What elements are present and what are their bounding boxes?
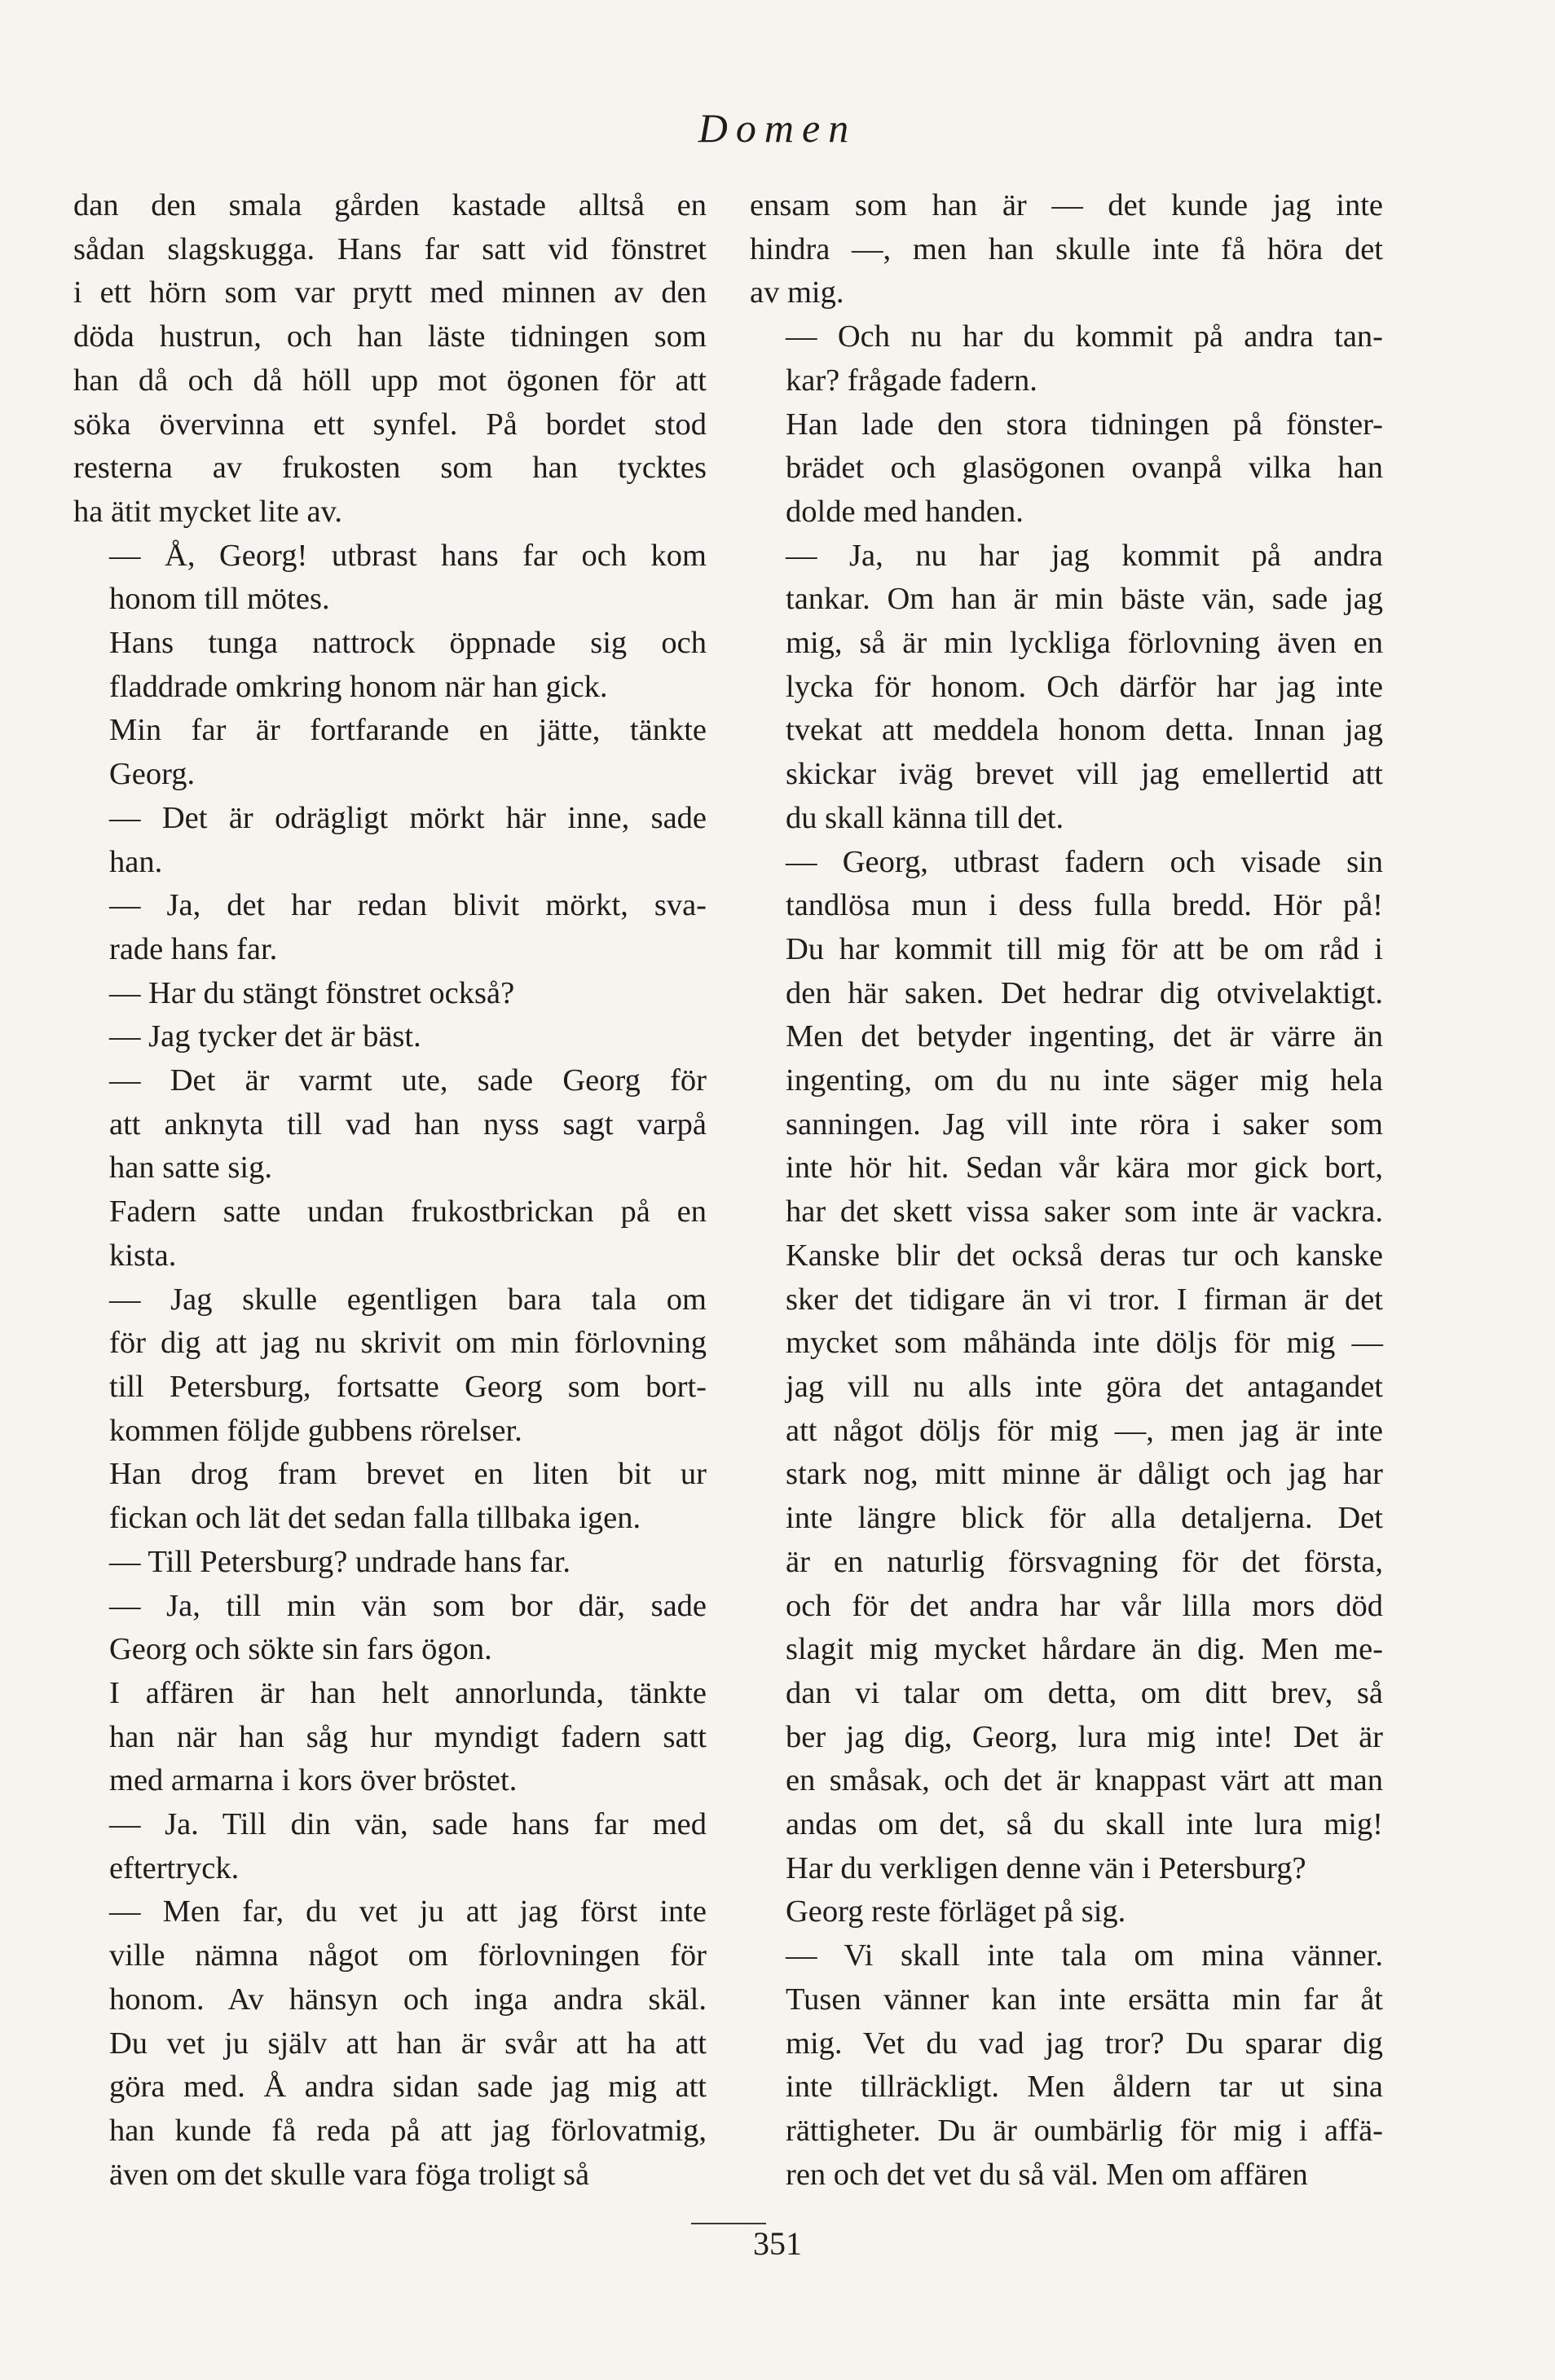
text-line: en småsak, och det är knappast värt att man — [786, 1763, 1383, 1798]
text-line: Han drog fram brevet en liten bit ur — [109, 1457, 707, 1492]
left-column — [73, 184, 707, 2197]
paragraph — [73, 535, 707, 622]
text-line: mycket som måhända inte döljs för mig — — [786, 1326, 1383, 1361]
paragraph — [73, 1278, 707, 1454]
paragraph — [73, 184, 707, 535]
text-line: — Ja, det har redan blivit mörkt, sva- — [109, 888, 707, 923]
paragraph — [750, 841, 1383, 1891]
text-line: med armarna i kors över bröstet. — [109, 1763, 518, 1798]
text-line: Fadern satte undan frukostbrickan på en — [109, 1194, 707, 1230]
text-line: — Det är odrägligt mörkt här inne, sade — [109, 800, 707, 835]
text-line: göra med. Å andra sidan sade jag mig att — [109, 2070, 707, 2105]
paragraph — [750, 1934, 1383, 2197]
paragraph — [73, 972, 707, 1016]
text-line: Du vet ju själv att han är svår att ha att — [109, 2026, 707, 2061]
text-line: även om det skulle vara föga troligt så — [109, 2157, 590, 2192]
text-line: Har du verkligen denne vän i Petersburg? — [786, 1850, 1306, 1885]
paragraph — [73, 1541, 707, 1585]
text-line: av mig. — [750, 275, 844, 310]
text-line: — Georg, utbrast fadern och visade sin — [786, 844, 1383, 879]
paragraph — [750, 535, 1383, 841]
text-line: dolde med handen. — [786, 494, 1024, 529]
text-line: — Ja. Till din vän, sade hans far med — [109, 1807, 707, 1842]
text-line: — Jag skulle egentligen bara tala om — [109, 1282, 707, 1317]
text-line: andas om det, så du skall inte lura mig! — [786, 1807, 1383, 1842]
text-line: tvekat att meddela honom detta. Innan jag — [786, 713, 1383, 748]
paragraph — [73, 1803, 707, 1890]
text-line: sanningen. Jag vill inte röra i saker som — [786, 1106, 1383, 1142]
text-line: Men det betyder ingenting, det är värre än — [786, 1019, 1383, 1054]
page-number: 351 — [753, 2225, 802, 2262]
text-line: Georg reste förläget på sig. — [786, 1894, 1126, 1929]
text-line: tankar. Om han är min bäste vän, sade jag — [786, 582, 1383, 617]
paragraph — [73, 1015, 707, 1059]
text-line: rade hans far. — [109, 931, 278, 966]
paragraph — [750, 403, 1383, 535]
text-line: den här saken. Det hedrar dig otvivelaktigt. — [786, 975, 1383, 1010]
text-line: han satte sig. — [109, 1150, 272, 1186]
text-line: resterna av frukosten som han tycktes — [73, 451, 707, 486]
text-line: I affären är han helt annorlunda, tänkte — [109, 1675, 707, 1710]
text-line: inte tillräckligt. Men åldern tar ut sina — [786, 2070, 1383, 2105]
text-line: ren och det vet du så väl. Men om affären — [786, 2157, 1308, 2192]
text-line: kar? frågade fadern. — [786, 363, 1037, 398]
paragraph — [73, 1190, 707, 1278]
text-line: — Men far, du vet ju att jag först inte — [109, 1894, 707, 1929]
text-line: ville nämna något om förlovningen för — [109, 1938, 707, 1973]
text-line: Hans tunga nattrock öppnade sig och — [109, 626, 707, 661]
text-line: har det skett vissa saker som inte är vackra. — [786, 1194, 1383, 1230]
text-line: lycka för honom. Och därför har jag inte — [786, 669, 1383, 704]
text-line: Min far är fortfarande en jätte, tänkte — [109, 713, 707, 748]
text-line: jag vill nu alls inte göra det antagandet — [786, 1369, 1383, 1404]
text-line: Kanske blir det också deras tur och kanske — [786, 1238, 1383, 1273]
text-line: han kunde få reda på att jag förlovatmig, — [109, 2113, 707, 2148]
paragraph — [750, 1890, 1383, 1934]
text-line: — Har du stängt fönstret också? — [109, 975, 515, 1010]
paragraph — [73, 622, 707, 709]
text-line: hindra —, men han skulle inte få höra det — [750, 231, 1383, 266]
text-line: att anknyta till vad han nyss sagt varpå — [109, 1106, 707, 1142]
text-line: kista. — [109, 1238, 177, 1273]
text-line: dan vi talar om detta, om ditt brev, så — [786, 1675, 1383, 1710]
text-line: inte hör hit. Sedan vår kära mor gick bort, — [786, 1150, 1383, 1186]
text-line: ingenting, om du nu inte säger mig hela — [786, 1063, 1383, 1098]
paragraph — [73, 1672, 707, 1803]
text-line: — Jag tycker det är bäst. — [109, 1019, 421, 1054]
paragraph — [750, 315, 1383, 403]
text-line: att något döljs för mig —, men jag är inte — [786, 1413, 1383, 1448]
text-line: honom till mötes. — [109, 582, 330, 617]
paragraph — [73, 1453, 707, 1540]
text-line: ha ätit mycket lite av. — [73, 494, 342, 529]
text-line: mig. Vet du vad jag tror? Du sparar dig — [786, 2026, 1383, 2061]
text-line: är en naturlig försvagning för det första, — [786, 1544, 1383, 1579]
text-line: och för det andra har vår lilla mors död — [786, 1588, 1383, 1623]
text-line: han. — [109, 844, 163, 879]
page-header: Domen — [698, 105, 857, 151]
text-line: i ett hörn som var prytt med minnen av den — [73, 275, 707, 310]
text-line: Tusen vänner kan inte ersätta min far åt — [786, 1982, 1383, 2017]
text-line: honom. Av hänsyn och inga andra skäl. — [109, 1982, 707, 2017]
text-line: — Till Petersburg? undrade hans far. — [109, 1544, 571, 1579]
text-line: han då och då höll upp mot ögonen för att — [73, 363, 707, 398]
paragraph — [750, 184, 1383, 315]
text-line: — Och nu har du kommit på andra tan- — [786, 319, 1383, 354]
text-line: — Ja, nu har jag kommit på andra — [786, 538, 1383, 573]
text-line: söka övervinna ett synfel. På bordet stod — [73, 407, 707, 442]
paragraph — [73, 1585, 707, 1672]
paragraph — [73, 1890, 707, 2197]
paragraph — [73, 884, 707, 971]
paragraph — [73, 1059, 707, 1190]
paragraph — [73, 797, 707, 884]
text-line: ensam som han är — det kunde jag inte — [750, 188, 1383, 222]
text-line: dan den smala gården kastade alltså en — [73, 188, 707, 222]
text-line: du skall känna till det. — [786, 800, 1064, 835]
text-line: slagit mig mycket hårdare än dig. Men me- — [786, 1632, 1383, 1667]
text-line: han när han såg hur myndigt fadern satt — [109, 1719, 707, 1754]
text-line: för dig att jag nu skrivit om min förlovning — [109, 1326, 707, 1361]
text-line: stark nog, mitt minne är dåligt och jag har — [786, 1457, 1383, 1492]
text-line: sådan slagskugga. Hans far satt vid fönstret — [73, 231, 707, 266]
text-line: fladdrade omkring honom när han gick. — [109, 669, 608, 704]
text-line: döda hustrun, och han läste tidningen som — [73, 319, 707, 354]
text-line: — Ja, till min vän som bor där, sade — [109, 1588, 707, 1623]
paragraph — [73, 709, 707, 796]
text-line: Georg och sökte sin fars ögon. — [109, 1632, 492, 1667]
text-line: — Vi skall inte tala om mina vänner. — [786, 1938, 1383, 1973]
text-line: till Petersburg, fortsatte Georg som bort- — [109, 1369, 707, 1404]
text-line: rättigheter. Du är oumbärlig för mig i affä- — [786, 2113, 1383, 2148]
text-line: — Det är varmt ute, sade Georg för — [109, 1063, 707, 1098]
text-line: inte längre blick för alla detaljerna. Det — [786, 1501, 1383, 1536]
text-line: eftertryck. — [109, 1850, 240, 1885]
right-column — [750, 184, 1383, 2197]
text-line: sker det tidigare än vi tror. I firman är det — [786, 1282, 1383, 1317]
text-line: ber jag dig, Georg, lura mig inte! Det är — [786, 1719, 1383, 1754]
text-line: fickan och lät det sedan falla tillbaka igen. — [109, 1501, 641, 1536]
text-line: skickar iväg brevet vill jag emellertid att — [786, 757, 1383, 792]
text-line: mig, så är min lyckliga förlovning även en — [786, 626, 1383, 661]
text-line: Han lade den stora tidningen på fönster- — [786, 407, 1383, 442]
text-line: brädet och glasögonen ovanpå vilka han — [786, 451, 1383, 486]
text-line: kommen följde gubbens rörelser. — [109, 1413, 522, 1448]
text-line: Du har kommit till mig för att be om råd i — [786, 931, 1383, 966]
text-line: Georg. — [109, 757, 196, 792]
text-line: tandlösa mun i dess fulla bredd. Hör på! — [786, 888, 1383, 923]
text-line: — Å, Georg! utbrast hans far och kom — [109, 538, 707, 573]
